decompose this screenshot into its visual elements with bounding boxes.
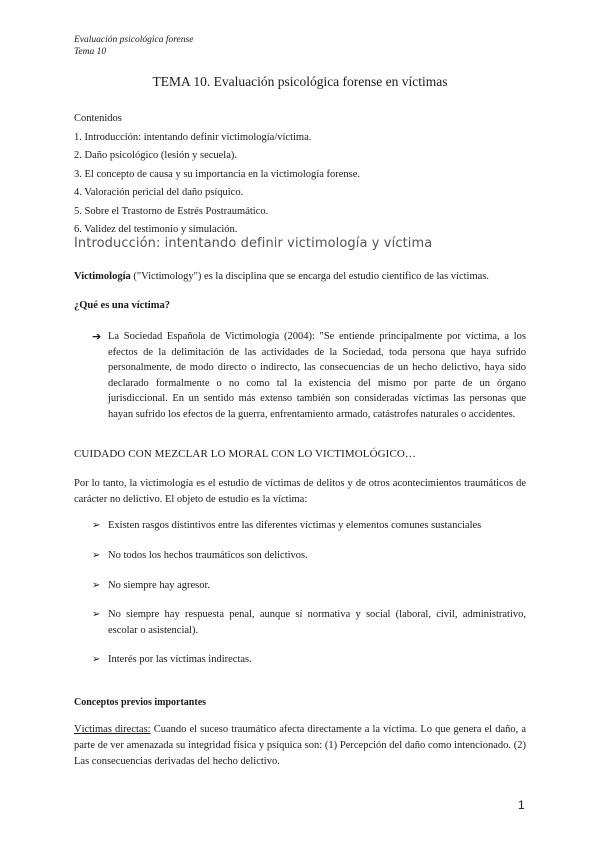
definition-text: ("Victimology") es la disciplina que se encarga del estudio científico de las víctimas. xyxy=(130,271,489,282)
concepts-heading: Conceptos previos importantes xyxy=(74,697,207,708)
toc-item: 6. Validez del testimonio y simulación. xyxy=(74,224,238,235)
question-heading: ¿Qué es una víctima? xyxy=(74,300,170,311)
page-number: 1 xyxy=(518,798,525,812)
toc-item: 5. Sobre el Trastorno de Estrés Postraumático. xyxy=(74,205,269,217)
table-of-contents xyxy=(74,110,360,240)
arrow-icon: ➔ xyxy=(92,330,102,343)
bullet-arrow-icon: ➢ xyxy=(92,609,101,620)
direct-victims-paragraph xyxy=(74,722,526,770)
list-item-text: Interés por las víctimas indirectas. xyxy=(108,654,252,665)
list-item-text: No siempre hay respuesta penal, aunque sí normativa y social (laboral, civil, administrativo, escolar o asistencial). xyxy=(108,609,526,636)
list-item xyxy=(92,652,526,668)
header-topic: Tema 10 xyxy=(74,47,107,57)
toc-item: 4. Valoración pericial del daño psíquico. xyxy=(74,187,244,198)
bullet-arrow-icon: ➢ xyxy=(92,580,101,591)
direct-victims-text: Cuando el suceso traumático afecta directamente a la víctima. Lo que genera el daño, a parte de ver amenazada su integridad física y psíquica son: (1) Percepción del daño como intencionado. (2) Las consecuencias derivadas del hecho delictivo. xyxy=(74,724,526,767)
toc-item: 3. El concepto de causa y su importancia en la victimología forense. xyxy=(74,168,361,180)
quote-list-item xyxy=(92,329,526,422)
list-item xyxy=(92,548,526,564)
page-title: TEMA 10. Evaluación psicológica forense en víctimas xyxy=(152,74,448,89)
header-course: Evaluación psicológica forense xyxy=(74,35,194,45)
quote-text: La Sociedad Española de Victimología (2004): "Se entiende principalmente por víctima, a los efectos de la delimitación de las actividades de la Sociedad, toda persona que haya sufrido personalmente, de modo directo o indirecto, las consecuencias de un hecho delictivo, haya sido declarado formalmente o no como tal la existencia del mismo por parte de un órgano jurisdiccional. En un sentido más extenso también son consideradas víctimas las personas que hayan sufrido los efectos de la guerra, enfrentamiento armado, catástrofes naturales o accidentes. xyxy=(108,331,526,420)
definition-paragraph xyxy=(74,269,526,285)
list-item xyxy=(92,518,526,534)
toc-item: 1. Introducción: intentando definir victimología/víctima. xyxy=(74,131,312,143)
toc-heading: Contenidos xyxy=(74,113,122,124)
warning-line: CUIDADO CON MEZCLAR LO MORAL CON LO VICTIMOLÓGICO… xyxy=(74,448,417,460)
section-heading: Introducción: intentando definir victimología y víctima xyxy=(74,236,433,251)
summary-paragraph: Por lo tanto, la victimología es el estudio de víctimas de delitos y de otros acontecimientos traumáticos de carácter no delictivo. El objeto de estudio es la víctima: xyxy=(74,478,526,505)
list-item-text: Existen rasgos distintivos entre las diferentes víctimas y elementos comunes sustanciales xyxy=(108,520,482,531)
list-item xyxy=(92,607,526,638)
bullet-arrow-icon: ➢ xyxy=(92,520,101,531)
running-header xyxy=(74,34,193,58)
list-item xyxy=(92,578,526,594)
definition-term: Victimología xyxy=(74,271,131,282)
toc-item: 2. Daño psicológico (lesión y secuela). xyxy=(74,150,237,161)
list-item-text: No siempre hay agresor. xyxy=(108,580,211,591)
list-item-text: No todos los hechos traumáticos son delictivos. xyxy=(108,550,308,561)
bullet-arrow-icon: ➢ xyxy=(92,550,101,561)
direct-victims-label: Víctimas directas: xyxy=(74,724,151,735)
bullet-arrow-icon: ➢ xyxy=(92,654,101,665)
